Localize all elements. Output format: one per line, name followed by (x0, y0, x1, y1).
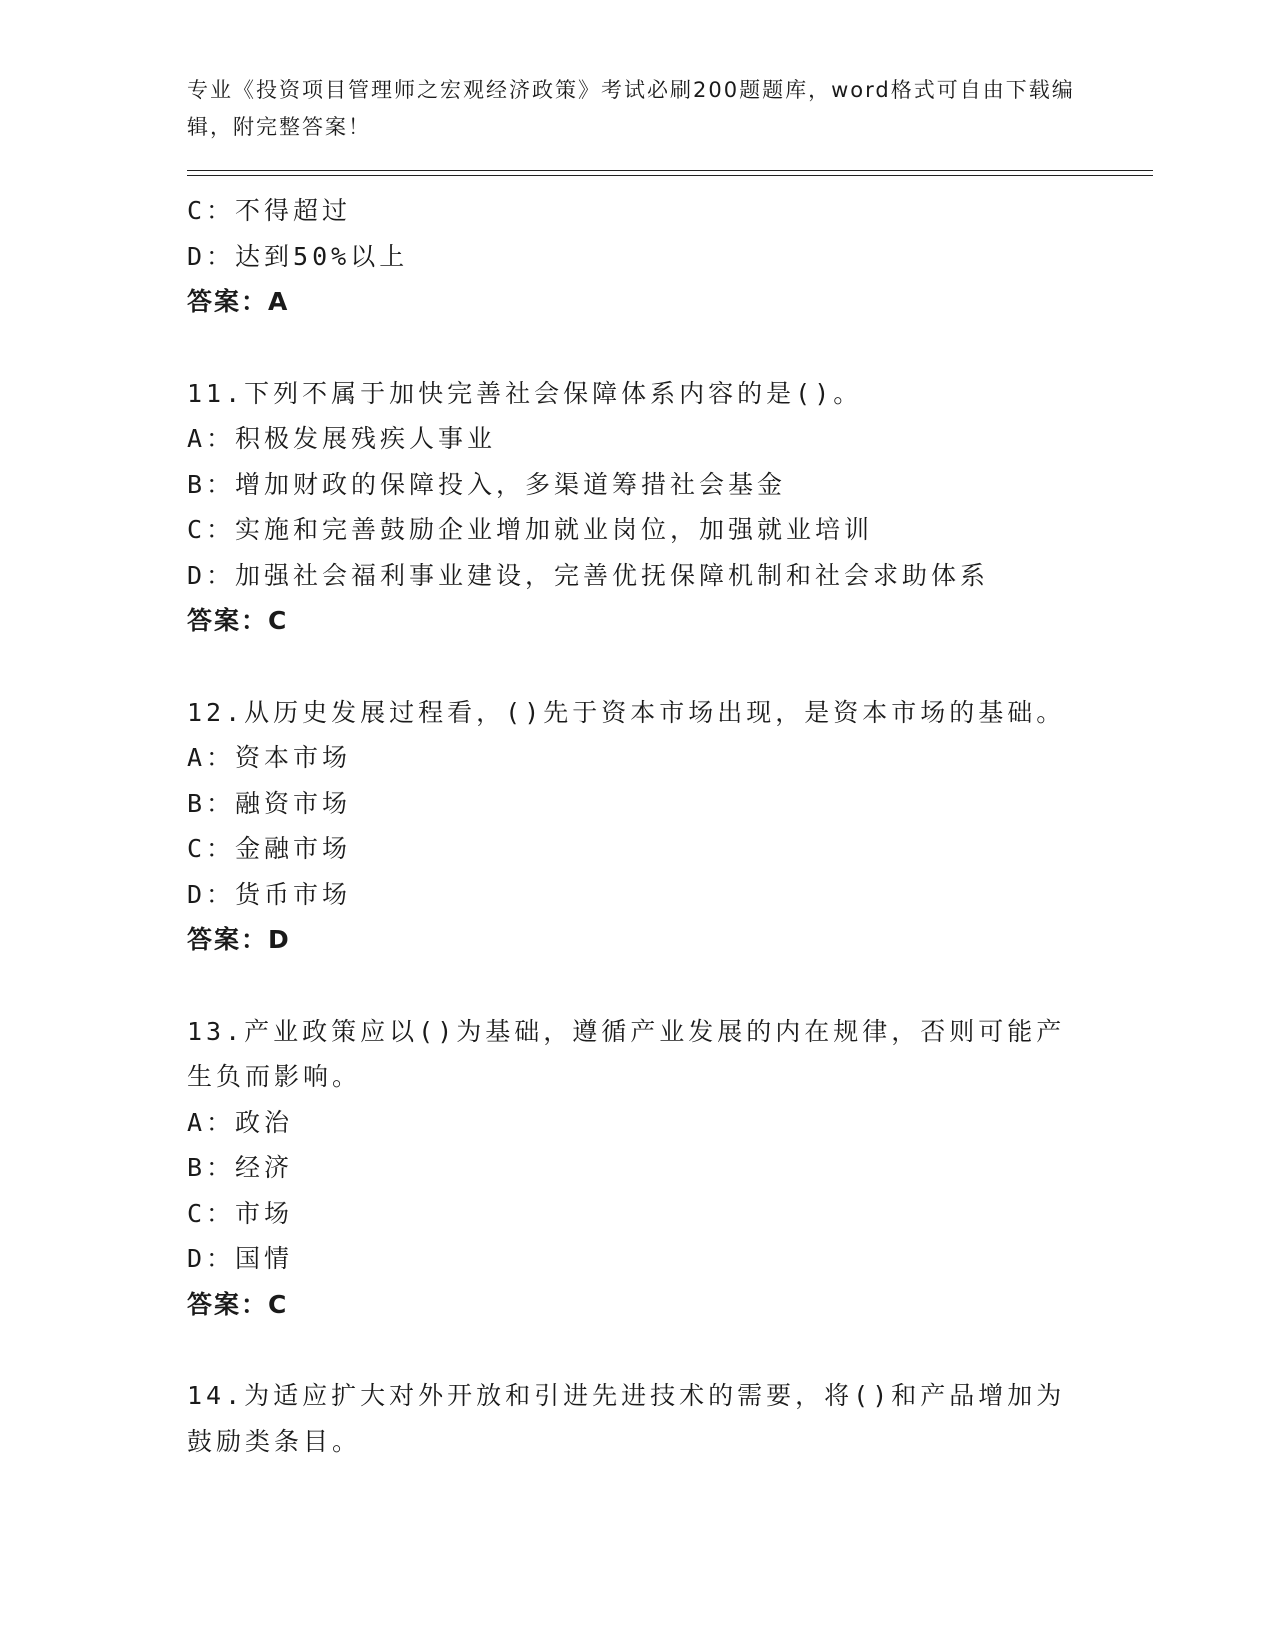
answer: 答案：D (187, 925, 291, 954)
question-block-14 (187, 1373, 1087, 1464)
option-b: B：融资市场 (187, 788, 352, 818)
option-d: D：达到50%以上 (187, 241, 409, 271)
question-block-12 (187, 690, 1087, 963)
option-d: D：加强社会福利事业建设，完善优抚保障机制和社会求助体系 (187, 560, 990, 590)
question-text: 11.下列不属于加快完善社会保障体系内容的是()。 (187, 378, 863, 408)
option-c: C：金融市场 (187, 834, 352, 863)
option-d: D：国情 (187, 1244, 294, 1273)
option-c: C：实施和完善鼓励企业增加就业岗位，加强就业培训 (187, 515, 874, 544)
option-d: D：货币市场 (187, 879, 352, 909)
document-header (187, 72, 1087, 146)
question-block-11 (187, 371, 1087, 644)
option-a: A：资本市场 (187, 743, 352, 772)
option-a: A：积极发展残疾人事业 (187, 424, 497, 453)
question-text: 13.产业政策应以()为基础，遵循产业发展的内在规律，否则可能产生负而影响。 (187, 1016, 1066, 1091)
option-c: C：不得超过 (187, 196, 352, 225)
header-divider-top (187, 170, 1153, 171)
option-c: C：市场 (187, 1198, 294, 1228)
answer: 答案：A (187, 287, 290, 316)
question-block-13 (187, 1009, 1087, 1328)
question-block-10 (187, 188, 1087, 325)
question-list (187, 188, 1087, 1464)
header-divider-bottom (187, 175, 1153, 176)
option-b: B：增加财政的保障投入，多渠道筹措社会基金 (187, 469, 787, 499)
option-b: B：经济 (187, 1153, 294, 1182)
answer: 答案：C (187, 1289, 289, 1319)
question-text: 12.从历史发展过程看，()先于资本市场出现，是资本市场的基础。 (187, 697, 1066, 727)
option-a: A：政治 (187, 1107, 294, 1137)
header-title: 专业《投资项目管理师之宏观经济政策》考试必刷200题题库，word格式可自由下载编辑，附完整答案！ (187, 78, 1075, 139)
question-text: 14.为适应扩大对外开放和引进先进技术的需要，将()和产品增加为鼓励类条目。 (187, 1381, 1066, 1456)
answer: 答案：C (187, 606, 289, 635)
